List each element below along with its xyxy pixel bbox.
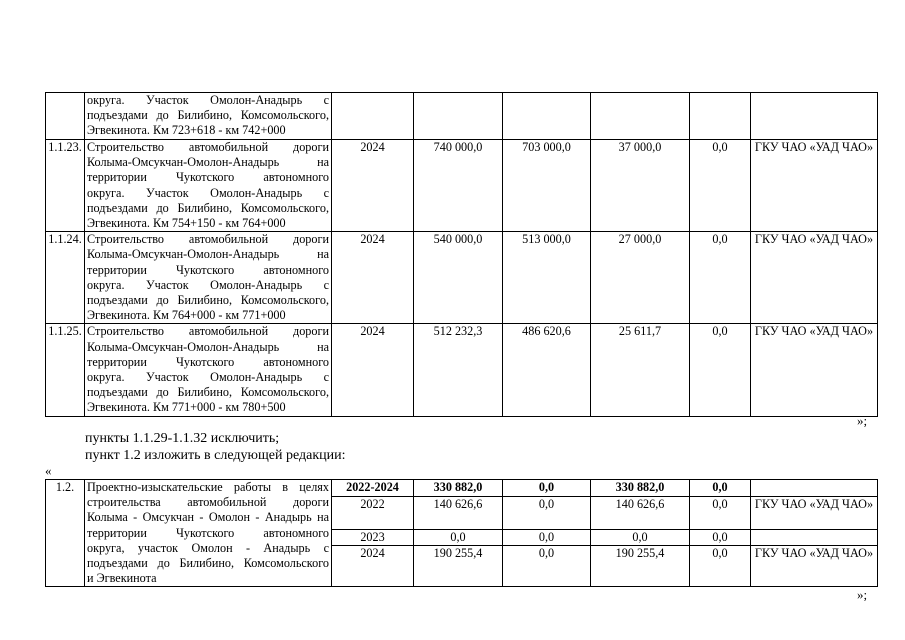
federal-cell: 0,0 bbox=[503, 529, 591, 546]
regional-cell: 37 000,0 bbox=[591, 140, 690, 232]
regional-cell: 27 000,0 bbox=[591, 232, 690, 324]
total-cell: 740 000,0 bbox=[414, 140, 503, 232]
other-cell: 0,0 bbox=[690, 480, 751, 497]
table-row bbox=[46, 324, 878, 416]
description-line: округа. Участок Омолон-Анадырь с bbox=[87, 277, 329, 292]
year-cell: 2023 bbox=[332, 529, 414, 546]
other-cell: 0,0 bbox=[690, 496, 751, 529]
year-cell: 2024 bbox=[332, 324, 414, 416]
total-cell: 330 882,0 bbox=[414, 480, 503, 497]
total-cell: 140 626,6 bbox=[414, 496, 503, 529]
year-cell: 2024 bbox=[332, 140, 414, 232]
federal-cell: 0,0 bbox=[503, 546, 591, 587]
description-line: Эгвекинота. Км 723+618 - км 742+000 bbox=[87, 123, 286, 138]
other-cell: 0,0 bbox=[690, 546, 751, 587]
description-line: Колыма-Омсукчан-Омолон-Анадырь на bbox=[87, 247, 329, 262]
description-line: Эгвекинота. Км 771+000 - км 780+500 bbox=[87, 400, 286, 415]
other-cell: 0,0 bbox=[690, 324, 751, 416]
federal-cell: 0,0 bbox=[503, 496, 591, 529]
description-line: подъездами до Билибино, Комсомольского bbox=[87, 556, 329, 571]
road-construction-table-body bbox=[46, 93, 878, 417]
executor-cell: ГКУ ЧАО «УАД ЧАО» bbox=[751, 140, 878, 232]
description-line: строительства автомобильной дороги bbox=[87, 495, 329, 510]
item-number: 1.1.23. bbox=[46, 140, 85, 232]
executor-cell: ГКУ ЧАО «УАД ЧАО» bbox=[751, 232, 878, 324]
regional-cell: 190 255,4 bbox=[591, 546, 690, 587]
period-cell: 2022-2024 bbox=[332, 480, 414, 497]
description-line: Строительство автомобильной дороги bbox=[87, 232, 329, 247]
table-row bbox=[46, 93, 878, 140]
federal-cell: 513 000,0 bbox=[503, 232, 591, 324]
description-line: Колыма - Омсукчан - Омолон - Анадырь на bbox=[87, 510, 329, 525]
item-description bbox=[85, 140, 332, 232]
description-line: округа. Участок Омолон-Анадырь с bbox=[87, 370, 329, 385]
table-row bbox=[46, 232, 878, 324]
closing-quote: »; bbox=[857, 413, 868, 428]
federal-cell: 703 000,0 bbox=[503, 140, 591, 232]
executor-cell bbox=[751, 93, 878, 140]
executor-cell bbox=[751, 480, 878, 497]
description-line: Колыма-Омсукчан-Омолон-Анадырь на bbox=[87, 155, 329, 170]
item-number: 1.1.24. bbox=[46, 232, 85, 324]
other-cell: 0,0 bbox=[690, 529, 751, 546]
executor-cell: ГКУ ЧАО «УАД ЧАО» bbox=[751, 496, 878, 529]
description-line: округа, участок Омолон - Анадырь с bbox=[87, 540, 329, 555]
description-line: Эгвекинота. Км 754+150 - км 764+000 bbox=[87, 216, 286, 231]
closing-quote: »; bbox=[857, 587, 868, 602]
other-cell bbox=[690, 93, 751, 140]
federal-cell: 486 620,6 bbox=[503, 324, 591, 416]
description-line: территории Чукотского автономного bbox=[87, 354, 329, 369]
other-cell: 0,0 bbox=[690, 140, 751, 232]
description-line: округа. Участок Омолон-Анадырь с bbox=[87, 93, 329, 107]
design-survey-table bbox=[45, 479, 878, 587]
other-cell: 0,0 bbox=[690, 232, 751, 324]
road-construction-table bbox=[45, 92, 878, 417]
opening-quote: « bbox=[45, 463, 52, 478]
regional-cell: 25 611,7 bbox=[591, 324, 690, 416]
regional-cell: 330 882,0 bbox=[591, 480, 690, 497]
item-description bbox=[85, 232, 332, 324]
description-line: округа. Участок Омолон-Анадырь с bbox=[87, 185, 329, 200]
description-line: подъездами до Билибино, Комсомольского, bbox=[87, 385, 329, 400]
table-row bbox=[46, 140, 878, 232]
instruction-exclude-items: пункты 1.1.29-1.1.32 исключить; bbox=[85, 431, 280, 446]
description-line: Проектно-изыскательские работы в целях bbox=[87, 480, 329, 494]
total-cell bbox=[414, 93, 503, 140]
federal-cell bbox=[503, 93, 591, 140]
description-line: территории Чукотского автономного bbox=[87, 525, 329, 540]
regional-cell: 0,0 bbox=[591, 529, 690, 546]
total-cell: 190 255,4 bbox=[414, 546, 503, 587]
executor-cell: ГКУ ЧАО «УАД ЧАО» bbox=[751, 324, 878, 416]
regional-cell: 140 626,6 bbox=[591, 496, 690, 529]
description-line: территории Чукотского автономного bbox=[87, 262, 329, 277]
description-line: и Эгвекинота bbox=[87, 571, 157, 586]
item-description bbox=[85, 480, 332, 587]
year-cell bbox=[332, 93, 414, 140]
executor-cell: ГКУ ЧАО «УАД ЧАО» bbox=[751, 546, 878, 587]
item-number: 1.2. bbox=[46, 480, 85, 587]
total-cell: 540 000,0 bbox=[414, 232, 503, 324]
description-line: Строительство автомобильной дороги bbox=[87, 140, 329, 154]
year-cell: 2024 bbox=[332, 546, 414, 587]
description-line: подъездами до Билибино, Комсомольского, bbox=[87, 293, 329, 308]
description-line: Колыма-Омсукчан-Омолон-Анадырь на bbox=[87, 339, 329, 354]
description-line: Строительство автомобильной дороги bbox=[87, 324, 329, 339]
total-cell: 0,0 bbox=[414, 529, 503, 546]
year-cell: 2022 bbox=[332, 496, 414, 529]
year-cell: 2024 bbox=[332, 232, 414, 324]
item-number bbox=[46, 93, 85, 140]
summary-row bbox=[46, 480, 878, 497]
description-line: подъездами до Билибино, Комсомольского, bbox=[87, 108, 329, 123]
item-description bbox=[85, 324, 332, 416]
description-line: подъездами до Билибино, Комсомольского, bbox=[87, 200, 329, 215]
description-line: Эгвекинота. Км 764+000 - км 771+000 bbox=[87, 308, 286, 323]
total-cell: 512 232,3 bbox=[414, 324, 503, 416]
description-line: территории Чукотского автономного bbox=[87, 170, 329, 185]
executor-cell bbox=[751, 529, 878, 546]
instruction-restate-item: пункт 1.2 изложить в следующей редакции: bbox=[85, 448, 346, 463]
design-survey-table-body bbox=[46, 480, 878, 587]
regional-cell bbox=[591, 93, 690, 140]
item-description bbox=[85, 93, 332, 140]
item-number: 1.1.25. bbox=[46, 324, 85, 416]
federal-cell: 0,0 bbox=[503, 480, 591, 497]
